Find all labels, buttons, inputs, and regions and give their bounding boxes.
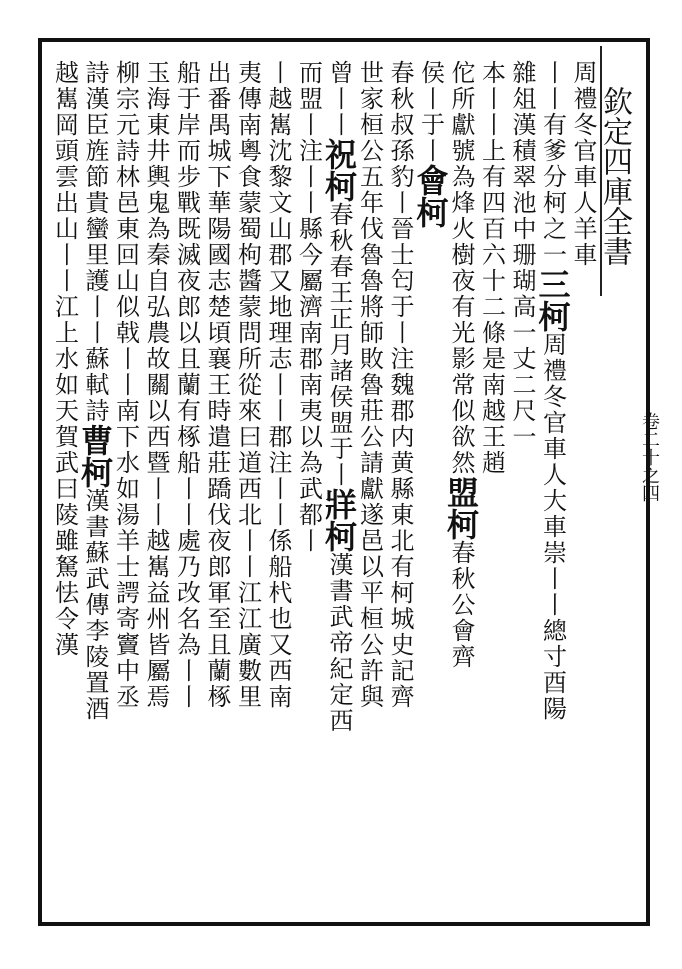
text-column	[411, 60, 450, 920]
heading-term: 盟柯	[442, 476, 480, 540]
heading-term: 牂柯	[320, 488, 358, 552]
book-title: 欽定四庫全書	[600, 46, 636, 296]
column-text: 丨越嶲沈黎文山郡又地理志丨丨郡注丨丨係船杙也又西南	[264, 60, 292, 710]
text-column	[76, 60, 114, 920]
column-text: 漢書蘇武傳李陵置酒	[81, 488, 109, 722]
column-text: 出番禺城下華陽國志楚頃襄王時遣莊蹻伐夜郎軍至且蘭椓	[203, 60, 231, 710]
column-text: 佗所獻號為烽火樹夜有光影常似欲然	[447, 60, 475, 476]
column-text: 本丨丨上有四百六十二條是南越王趙	[477, 60, 506, 476]
chapter-label: 卷二十之四	[639, 412, 660, 502]
column-text: 越嶲岡頭雲出山丨丨江上水如天	[50, 60, 79, 424]
column-text: 詩漢臣旌節貴蠻里護丨丨蘇軾詩	[81, 60, 109, 424]
column-text: 而盟	[294, 60, 323, 112]
column-text: 船于岸而步戰既滅夜郎以且蘭有椓船丨丨處乃改名為丨丨	[172, 60, 201, 710]
text-column	[507, 60, 538, 920]
column-text: 丨丨有爹分柯之一	[538, 60, 567, 268]
text-column	[263, 60, 294, 920]
text-column	[442, 60, 480, 920]
column-text: 夷傳南粵食蒙蜀枸醬蒙問所從來曰道西北丨丨江江廣數里	[233, 60, 262, 710]
heading-term: 三柯	[533, 268, 572, 332]
column-text: 周禮冬官車人大車崇丨丨總寸酉陽	[538, 332, 567, 722]
column-text: 柳宗元詩林邑東回山似戟丨丨南下水如湯羊士諤寄竇中丞	[111, 60, 140, 710]
text-column	[320, 60, 358, 920]
heading-term: 祝柯	[320, 138, 358, 202]
column-text: 漢書武帝紀定西	[325, 552, 353, 734]
column-text: 侯丨于丨	[416, 60, 445, 164]
heading-term: 曹柯	[76, 424, 114, 488]
column-text: 玉海東井輿鬼為秦自弘農故關以西暨丨丨越嶲益州皆屬焉	[142, 60, 170, 710]
text-column	[141, 60, 172, 920]
text-column	[568, 60, 599, 920]
column-text: 雜俎漢積翠池中珊瑚高一丈二尺一	[508, 60, 536, 450]
column-text: 春秋公會齊	[447, 540, 475, 670]
column-text: 賀武曰陵雖駑怯令漢	[50, 424, 79, 658]
column-text: 周禮冬官車人羊車	[569, 60, 597, 268]
text-column	[476, 60, 507, 920]
text-column	[232, 60, 263, 920]
text-column	[202, 60, 233, 920]
text-column	[110, 60, 141, 920]
text-column	[49, 60, 80, 920]
column-text: 春秋叔孫豹丨晉士匄于丨注魏郡内黄縣東北有柯城史記齊	[386, 60, 414, 710]
text-column	[171, 60, 202, 920]
text-column	[385, 60, 416, 920]
column-text: 世家桓公五年伐魯魯將師敗魯莊公請獻遂邑以平桓公許與	[355, 60, 384, 710]
text-column	[354, 60, 385, 920]
column-text: 曾丨丨	[325, 60, 353, 138]
heading-term: 會柯	[411, 164, 450, 228]
text-column	[293, 60, 324, 920]
text-column	[533, 60, 572, 920]
column-text: 丨注丨丨縣今屬濟南郡	[294, 112, 323, 372]
column-text: 春秋春王正月諸侯盟于丨	[325, 202, 353, 488]
column-text: 南夷以為武都丨	[294, 372, 323, 554]
